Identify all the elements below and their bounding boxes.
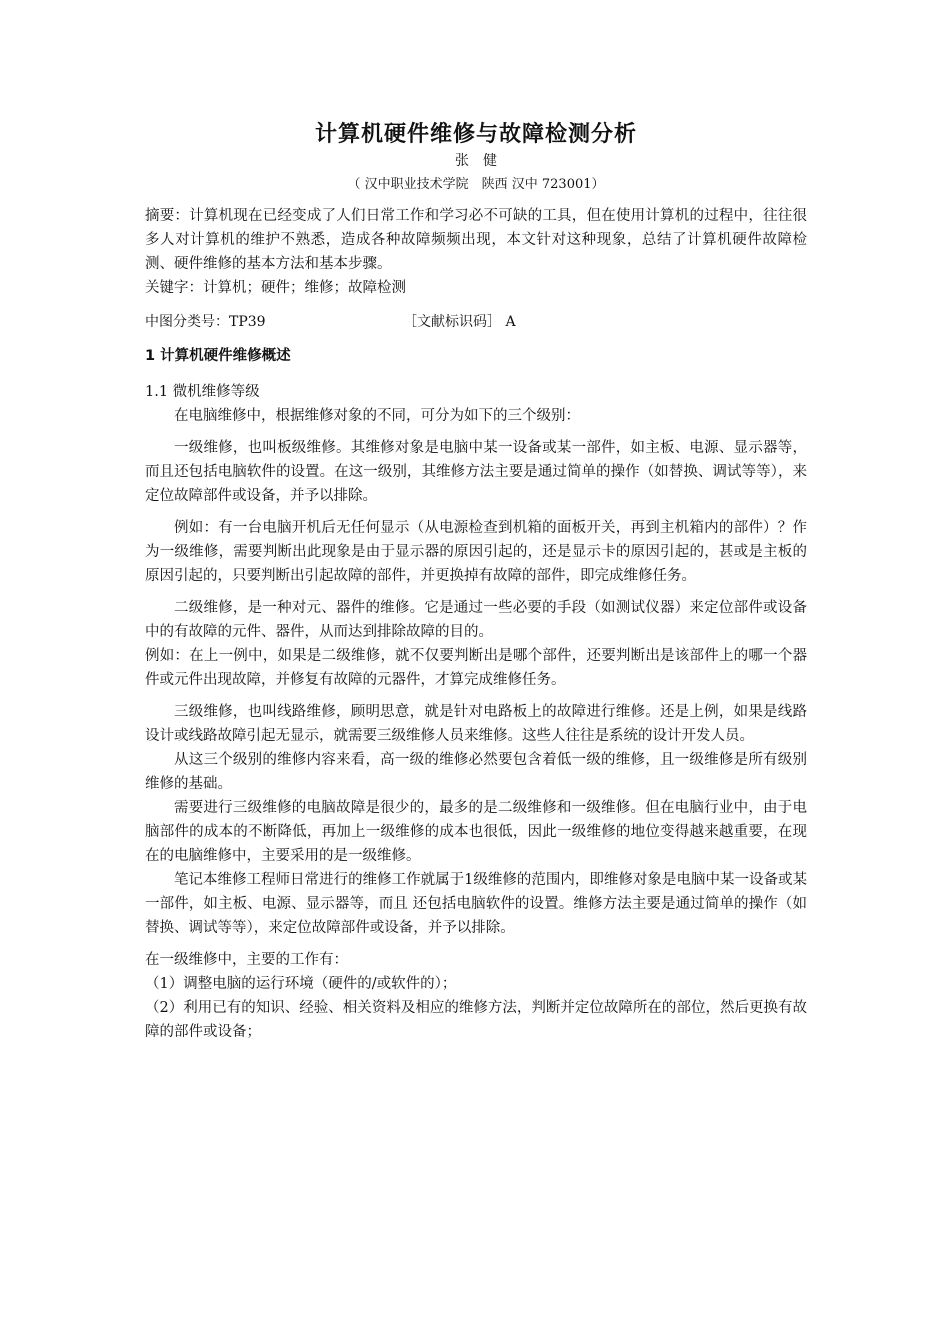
paragraph: 在电脑维修中，根据维修对象的不同，可分为如下的三个级别： <box>174 408 580 424</box>
subsection-heading: 1.1 微机维修等级 <box>145 384 260 400</box>
abstract: 摘要：计算机现在已经变成了人们日常工作和学习必不可缺的工具，但在使用计算机的过程中，往往很多人对计算机的维护不熟悉，造成各种故障频频出现，本文针对这种现象，总结了计算机硬件故障检测、硬件维修的基本方法和基本步骤。 <box>145 208 807 272</box>
paragraph: 三级维修，也叫线路维修，顾明思意，就是针对电路板上的故障进行维修。还是上例，如果是线路设计或线路故障引起无显示，就需要三级维修人员来维修。这些人往往是系统的设计开发人员。 <box>145 704 807 744</box>
section-heading: 1 计算机硬件维修概述 <box>145 348 291 364</box>
list-item: （1）调整电脑的运行环境（硬件的/或软件的）； <box>145 976 457 992</box>
author-affiliation: （ 汉中职业技术学院 陕西 汉中 723001） <box>347 177 605 192</box>
paragraph: 例如：在上一例中，如果是二级维修，就不仅要判断出是哪个部件，还要判断出是该部件上的哪一个器件或元件出现故障，并修复有故障的元器件，才算完成维修任务。 <box>145 648 807 688</box>
author-name: 张健 <box>455 153 511 169</box>
keywords: 关键字：计算机；硬件；维修；故障检测 <box>145 280 406 296</box>
classification-number: 中图分类号：TP39 <box>145 314 266 330</box>
paragraph: 从这三个级别的维修内容来看，高一级的维修必然要包含着低一级的维修，且一级维修是所有级别维修的基础。 <box>145 752 807 792</box>
list-item: （2）利用已有的知识、经验、相关资料及相应的维修方法，判断并定位故障所在的部位，然后更换有故障的部件或设备； <box>145 1000 807 1040</box>
document-page <box>145 118 807 1044</box>
document-code: ［文献标识码］ A <box>403 314 516 330</box>
paragraph: 二级维修，是一种对元、器件的维修。它是通过一些必要的手段（如测试仪器）来定位部件或设备中的有故障的元件、器件，从而达到排除故障的目的。 <box>145 600 807 640</box>
classification-line <box>145 310 807 334</box>
paragraph: 笔记本维修工程师日常进行的维修工作就属于1级维修的范围内，即维修对象是电脑中某一设备或某一部件，如主板、电源、显示器等，而且 还包括电脑软件的设置。维修方法主要是通过简单的操作（如替换、调试等等），来定位故障部件或设备，并予以排除。 <box>145 872 807 936</box>
paragraph: 例如：有一台电脑开机后无任何显示（从电源检查到机箱的面板开关，再到主机箱内的部件）？作为一级维修，需要判断出此现象是由于显示器的原因引起的，还是显示卡的原因引起的，甚或是主板的原因引起的，只要判断出引起故障的部件，并更换掉有故障的部件，即完成维修任务。 <box>145 520 807 584</box>
paragraph: 一级维修，也叫板级维修。其维修对象是电脑中某一设备或某一部件，如主板、电源、显示器等，而且还包括电脑软件的设置。在这一级别，其维修方法主要是通过简单的操作（如替换、调试等等），来定位故障部件或设备，并予以排除。 <box>145 440 807 504</box>
page-title: 计算机硬件维修与故障检测分析 <box>314 121 637 147</box>
paragraph: 需要进行三级维修的电脑故障是很少的，最多的是二级维修和一级维修。但在电脑行业中，由于电脑部件的成本的不断降低，再加上一级维修的成本也很低，因此一级维修的地位变得越来越重要，在现在的电脑维修中，主要采用的是一级维修。 <box>145 800 807 864</box>
paragraph: 在一级维修中，主要的工作有： <box>145 952 348 968</box>
